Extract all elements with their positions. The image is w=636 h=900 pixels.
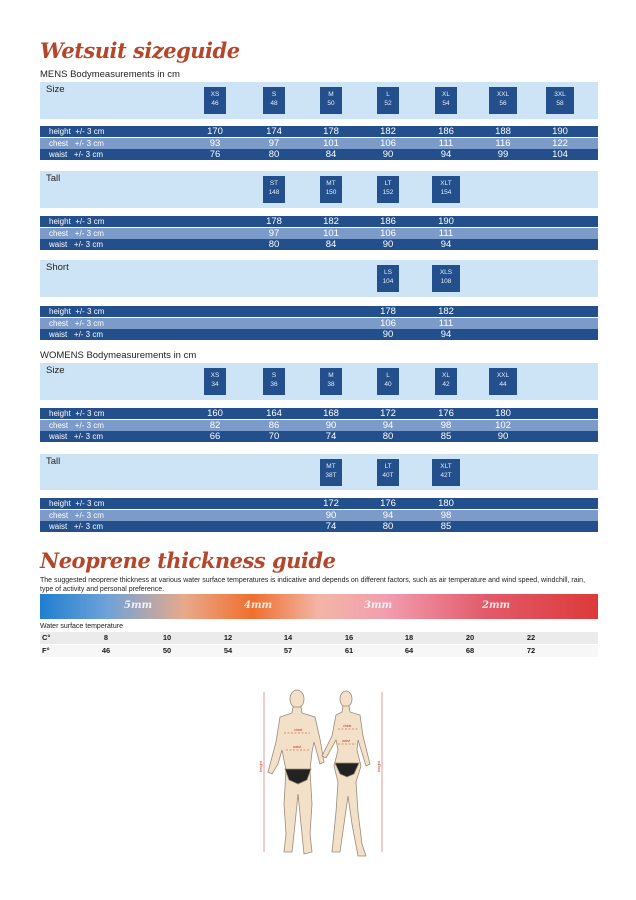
measurement-label: height +/- 3 cm — [49, 409, 105, 418]
neoprene-description: The suggested neoprene thickness at various water surface temperatures is indicative and depends on different factors, such as air temperature and wind speed, windchill, rain, type of activity and personal preference. — [40, 577, 586, 593]
measurement-value: 111 — [438, 227, 454, 239]
measurement-value: 90 — [325, 509, 337, 521]
measurement-value: 182 — [323, 216, 339, 227]
size-chip-code: L — [386, 372, 390, 379]
size-chip-code: XS — [210, 372, 220, 379]
temperature-value: 8 — [103, 633, 109, 642]
thickness-label: 2mm — [482, 600, 511, 611]
measurement-value: 97 — [268, 137, 280, 149]
mens-size-label: Size — [46, 84, 65, 95]
measurement-value: 168 — [323, 408, 339, 419]
male-waist-label: waist — [293, 745, 301, 749]
measurement-label: height +/- 3 cm — [49, 307, 105, 316]
size-chip — [432, 265, 460, 292]
size-chip-code: ST — [269, 180, 279, 187]
measurement-row — [40, 329, 598, 340]
measurement-value: 178 — [323, 126, 339, 137]
size-chip-code: XL — [442, 372, 450, 379]
measurement-row — [40, 228, 598, 239]
measurement-value: 190 — [438, 216, 454, 227]
measurement-value: 74 — [325, 521, 337, 532]
measurement-value: 66 — [209, 431, 221, 442]
measurement-value: 74 — [325, 431, 337, 442]
measurement-value: 111 — [438, 137, 454, 149]
temperature-value: 57 — [283, 646, 293, 655]
size-chip-number: 40 — [384, 381, 392, 388]
size-chip — [320, 176, 342, 203]
size-chip-code: XXL — [496, 372, 510, 379]
size-chip-number: 104 — [382, 278, 394, 285]
thickness-label: 3mm — [364, 600, 393, 611]
temperature-value: 46 — [101, 646, 111, 655]
measurement-value: 70 — [268, 431, 280, 442]
size-chip — [263, 87, 285, 114]
measurement-row — [40, 420, 598, 431]
size-chip-code: XLS — [439, 269, 453, 276]
female-height-label: height — [376, 761, 381, 772]
measurement-row — [40, 408, 598, 419]
size-chip-number: 58 — [556, 100, 564, 107]
mens-short-label: Short — [46, 262, 69, 273]
measurement-value: 182 — [380, 126, 396, 137]
size-chip — [546, 87, 574, 114]
measurement-value: 94 — [440, 239, 452, 250]
measurement-value: 90 — [382, 329, 394, 340]
size-chip — [320, 87, 342, 114]
measurement-value: 122 — [552, 137, 568, 149]
size-chip — [263, 176, 285, 203]
temperature-value: 22 — [526, 633, 536, 642]
measurement-row — [40, 138, 598, 149]
measurement-value: 186 — [438, 126, 454, 137]
womens-tall-band — [40, 454, 598, 490]
size-chip-code: LS — [384, 269, 392, 276]
measurement-row — [40, 318, 598, 329]
size-chip — [320, 368, 342, 395]
measurement-value: 99 — [497, 149, 509, 160]
measurement-value: 85 — [440, 521, 452, 532]
temperature-value: 18 — [404, 633, 414, 642]
measurement-label: height +/- 3 cm — [49, 127, 105, 136]
measurement-label: waist +/- 3 cm — [49, 150, 104, 159]
male-height-label: height — [258, 761, 263, 772]
size-chip-code: M — [328, 372, 334, 379]
size-chip-code: LT — [384, 463, 392, 470]
measurement-label: waist +/- 3 cm — [49, 330, 104, 339]
size-chip-number: 46 — [211, 100, 219, 107]
measurement-value: 106 — [380, 137, 396, 149]
body-measurement-figures — [240, 684, 400, 860]
size-chip — [204, 87, 226, 114]
mens-size-band — [40, 82, 598, 119]
measurement-value: 111 — [438, 317, 454, 329]
size-chip-number: 38 — [327, 381, 335, 388]
measurement-label: waist +/- 3 cm — [49, 240, 104, 249]
size-chip — [377, 87, 399, 114]
fahrenheit-label: F° — [42, 646, 50, 655]
size-chip-number: 108 — [440, 278, 452, 285]
measurement-value: 94 — [382, 419, 394, 431]
size-chip — [435, 87, 457, 114]
size-chip-number: 42T — [440, 472, 452, 479]
size-chip-code: LT — [384, 180, 392, 187]
size-chip-number: 148 — [268, 189, 280, 196]
size-chip-code: XS — [210, 91, 220, 98]
size-chip-number: 52 — [384, 100, 392, 107]
size-chip-number: 54 — [442, 100, 450, 107]
male-figure-icon — [268, 690, 324, 854]
temp-heading: Water surface temperature — [40, 623, 123, 630]
measurement-value: 174 — [266, 126, 282, 137]
temperature-value: 20 — [465, 633, 475, 642]
womens-tall-label: Tall — [46, 456, 61, 467]
size-chip-code: M — [328, 91, 334, 98]
size-chip-code: XLT — [440, 180, 452, 187]
measurement-row — [40, 126, 598, 137]
measurement-value: 170 — [207, 126, 223, 137]
size-chip-number: 48 — [270, 100, 278, 107]
temperature-value: 61 — [344, 646, 354, 655]
measurement-value: 90 — [382, 149, 394, 160]
measurement-value: 80 — [382, 431, 394, 442]
measurement-label: chest +/- 3 cm — [49, 420, 104, 430]
size-chip-number: 50 — [327, 100, 335, 107]
measurement-value: 98 — [440, 419, 452, 431]
measurement-value: 84 — [325, 149, 337, 160]
temperature-value: 10 — [162, 633, 172, 642]
size-chip-code: MT — [326, 463, 336, 470]
thickness-label: 5mm — [124, 600, 153, 611]
measurement-label: chest +/- 3 cm — [49, 510, 104, 520]
measurement-value: 190 — [552, 126, 568, 137]
measurement-value: 94 — [440, 149, 452, 160]
measurement-label: waist +/- 3 cm — [49, 522, 104, 531]
size-chip-number: 56 — [499, 100, 507, 107]
size-chip — [377, 176, 399, 203]
measurement-value: 84 — [325, 239, 337, 250]
size-chip-code: MT — [326, 180, 336, 187]
womens-size-band — [40, 363, 598, 400]
size-chip-number: 34 — [211, 381, 219, 388]
size-chip-number: 150 — [325, 189, 337, 196]
measurement-value: 178 — [266, 216, 282, 227]
measurement-value: 180 — [495, 408, 511, 419]
measurement-value: 93 — [209, 137, 221, 149]
measurement-label: chest +/- 3 cm — [49, 318, 104, 328]
measurement-value: 106 — [380, 317, 396, 329]
temperature-value: 12 — [223, 633, 233, 642]
measurement-value: 101 — [323, 227, 339, 239]
size-chip — [435, 368, 457, 395]
measurement-value: 90 — [497, 431, 509, 442]
measurement-value: 106 — [380, 227, 396, 239]
size-chip-code: S — [271, 91, 277, 98]
celsius-label: C° — [42, 633, 51, 642]
measurement-value: 188 — [495, 126, 511, 137]
male-chest-label: chest — [294, 728, 303, 732]
page-title: Wetsuit sizeguide — [40, 38, 240, 63]
size-chip-code: XL — [442, 91, 450, 98]
size-chip-number: 40T — [382, 472, 394, 479]
temperature-value: 14 — [283, 633, 293, 642]
measurement-value: 98 — [440, 509, 452, 521]
measurement-value: 80 — [268, 149, 280, 160]
female-chest-label: chest — [343, 724, 352, 728]
measurement-value: 76 — [209, 149, 221, 160]
measurement-value: 90 — [382, 239, 394, 250]
mens-short-band — [40, 260, 598, 297]
womens-heading: WOMENS Bodymeasurements in cm — [40, 350, 197, 361]
female-figure-icon — [322, 691, 370, 856]
measurement-row — [40, 431, 598, 442]
temperature-value: 64 — [404, 646, 414, 655]
measurement-row — [40, 510, 598, 521]
measurement-value: 80 — [382, 521, 394, 532]
size-chip — [489, 87, 517, 114]
celsius-row — [40, 632, 598, 644]
mens-heading: MENS Bodymeasurements in cm — [40, 69, 180, 80]
measurement-label: height +/- 3 cm — [49, 217, 105, 226]
temperature-value: 50 — [162, 646, 172, 655]
temperature-value: 72 — [526, 646, 536, 655]
measurement-label: waist +/- 3 cm — [49, 432, 104, 441]
measurement-value: 164 — [266, 408, 282, 419]
size-chip — [432, 176, 460, 203]
neoprene-title: Neoprene thickness guide — [40, 548, 336, 573]
size-chip — [489, 368, 517, 395]
size-chip — [263, 368, 285, 395]
measurement-value: 85 — [440, 431, 452, 442]
size-chip-code: XXL — [496, 91, 510, 98]
size-chip-number: 44 — [499, 381, 507, 388]
measurement-value: 104 — [552, 149, 568, 160]
temperature-value: 54 — [223, 646, 233, 655]
size-chip-number: 38T — [325, 472, 337, 479]
measurement-value: 86 — [268, 419, 280, 431]
measurement-value: 186 — [380, 216, 396, 227]
size-chip — [377, 459, 399, 486]
size-chip — [432, 459, 460, 486]
size-chip-code: XLT — [440, 463, 452, 470]
measurement-value: 176 — [380, 498, 396, 509]
size-chip-code: L — [386, 91, 390, 98]
size-chip-number: 42 — [442, 381, 450, 388]
size-chip — [377, 265, 399, 292]
temperature-value: 16 — [344, 633, 354, 642]
measurement-value: 178 — [380, 306, 396, 317]
thickness-gradient-bar — [40, 594, 598, 619]
measurement-value: 116 — [495, 137, 511, 149]
size-chip-number: 152 — [382, 189, 394, 196]
temperature-value: 68 — [465, 646, 475, 655]
size-chip-code: 3XL — [554, 91, 566, 98]
measurement-row — [40, 239, 598, 250]
measurement-value: 80 — [268, 239, 280, 250]
measurement-value: 94 — [440, 329, 452, 340]
measurement-value: 172 — [323, 498, 339, 509]
measurement-label: chest +/- 3 cm — [49, 228, 104, 238]
measurement-row — [40, 498, 598, 509]
measurement-value: 94 — [382, 509, 394, 521]
womens-size-label: Size — [46, 365, 65, 376]
measurement-value: 172 — [380, 408, 396, 419]
measurement-value: 82 — [209, 419, 221, 431]
fahrenheit-row — [40, 645, 598, 657]
measurement-row — [40, 521, 598, 532]
measurement-value: 182 — [438, 306, 454, 317]
thickness-label: 4mm — [244, 600, 273, 611]
measurement-row — [40, 306, 598, 317]
size-chip-code: S — [271, 372, 277, 379]
measurement-row — [40, 149, 598, 160]
mens-tall-label: Tall — [46, 173, 61, 184]
size-chip-number: 36 — [270, 381, 278, 388]
measurement-value: 102 — [495, 419, 511, 431]
measurement-value: 180 — [438, 498, 454, 509]
measurement-value: 97 — [268, 227, 280, 239]
female-waist-label: waist — [342, 739, 350, 743]
measurement-label: height +/- 3 cm — [49, 499, 105, 508]
measurement-value: 90 — [325, 419, 337, 431]
measurement-value: 101 — [323, 137, 339, 149]
size-chip — [320, 459, 342, 486]
mens-tall-band — [40, 171, 598, 208]
size-chip — [204, 368, 226, 395]
measurement-value: 160 — [207, 408, 223, 419]
measurement-value: 176 — [438, 408, 454, 419]
measurement-row — [40, 216, 598, 227]
size-chip — [377, 368, 399, 395]
size-chip-number: 154 — [440, 189, 452, 196]
measurement-label: chest +/- 3 cm — [49, 138, 104, 148]
